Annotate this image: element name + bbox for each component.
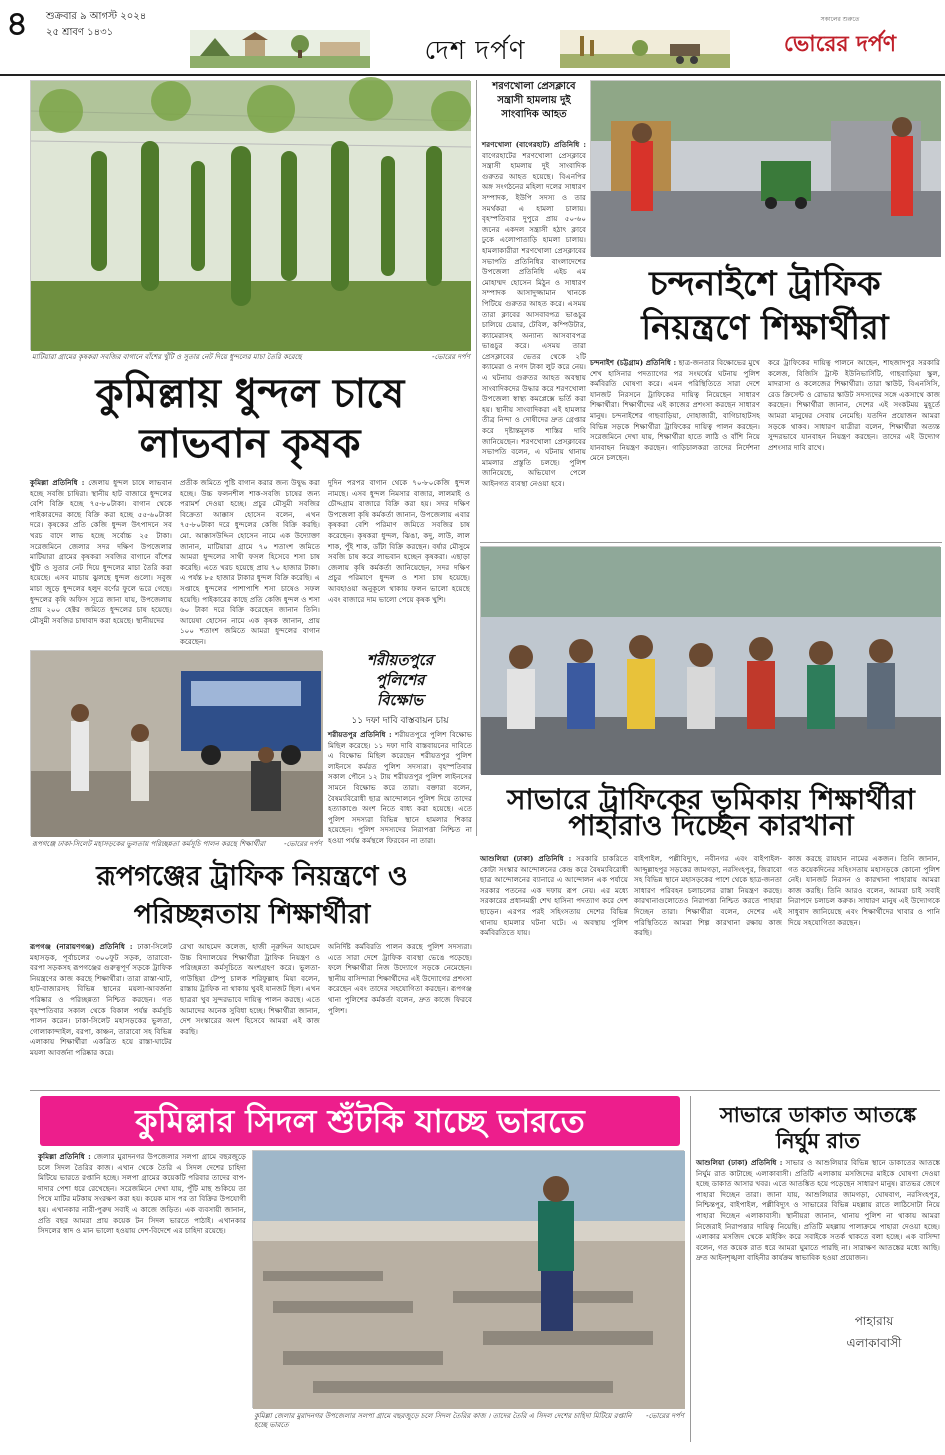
shariatpur-headline-line2: পুলিশের bbox=[375, 671, 425, 689]
rupganj-col1 bbox=[30, 942, 172, 1082]
page-number: ৪ bbox=[6, 4, 29, 44]
chandanaish-photo bbox=[590, 80, 940, 256]
dhundol-photo-credit: -ভোরের দর্পণ bbox=[432, 353, 470, 361]
shidol-dateline: কুমিল্লা প্রতিনিধি : bbox=[38, 1152, 91, 1161]
shidol-photo-credit: -ভোরের দর্পণ bbox=[646, 1412, 684, 1420]
dhundol-col1-text: জেলায় ধুন্দল চাষে লাভবান হচ্ছে সবজি চাষিরা। স্থানীয় হাট বাজারে ধুন্দলের বেশি বিক্রি হচ্ছে ৭৫-৮০টাকা। বাগান থেকে পাইকারদের কাছে বিক্রি করা হচ্ছে ৫৫-৬০টাকা দরে। কৃষকের প্রতি কেজি ধুন্দল উৎপাদনে সব খরচ বাদে লাভ হচ্ছে সর্বোচ্চ ২৫ টাকা। সরেজমিনে জেলার সদর দক্ষিণ উপজেলার মাটিয়ারা গ্রামের কৃষকরা সবজির বাগানে বাঁশের খুঁটি ও সুতার নেট দিয়ে ধুন্দলের মাচা তৈরি করা হয়েছে। এসব মাচায় ঝুলছে ধুন্দল গুলো। সবুজ মাচা জুড়ে ধুন্দলের হলুদ বর্ণের ফুলে ভরে গেছে। ধুন্দলের কৃষি অফিস সূত্রে জানা যায়, উপজেলায় প্রায় ২০০ হেক্টর জমিতে ধুন্দলের চাষ হয়েছে। মৌসুমী সবজির চাষাবাদ করা হয়েছে। স্থানীয়দের bbox=[30, 478, 172, 625]
rupganj-headline-line2: পরিচ্ছন্নতায় শিক্ষার্থীরা bbox=[133, 899, 371, 930]
column-rule bbox=[476, 80, 477, 836]
shariatpur-body-text: শরীয়তপুরে পুলিশ বিক্ষোভ মিছিল করেছে। ১১ দফা দাবি বাস্তবায়নের দাবিতে এ বিক্ষোভ মিছিল করেছেন শরীয়তপুর পুলিশ লাইনসে কর্মরত পুলিশ সদস্যরা। বৃহস্পতিবার সকাল পৌনে ১২ টায় শরীয়তপুর পুলিশ লাইনসের সামনে বিক্ষোভ করে তারা। বক্তারা বলেন, বৈষম্যবিরোধী ছাত্র আন্দোলনে পুলিশ দিয়ে তাদের হত্যাকাণ্ডে অংশ নিতে বাধ্য করা হয়েছে। এতে পুলিশ সদস্যরা বিভিন্ন স্থানে হামলার শিকার হয়েছেন। পুলিশ সদস্যদের নিরাপত্তা নিশ্চিত না হওয়া পর্যন্ত কর্মস্থলে ফিরবেন না তারা। bbox=[328, 730, 473, 845]
shoronkhola-headline: শরণখোলা প্রেসক্লাবে সন্ত্রাসী হামলায় দুই সাংবাদিক আহত bbox=[492, 81, 576, 120]
dhundol-dateline: কুমিল্লা প্রতিনিধি : bbox=[30, 478, 85, 487]
lower-section-rule bbox=[30, 1090, 940, 1091]
savar-dakat-pull-line1: পাহারায় bbox=[854, 1314, 894, 1328]
rupganj-dateline: রূপগঞ্জ (নারায়ণগঞ্জ) প্রতিনিধি : bbox=[30, 942, 133, 951]
shidol-body-text: জেলার মুরাদনগর উপজেলার সলপা গ্রামে বছরজুড়ে চলে সিদল তৈরির কাজ। এখান থেকে তৈরি এ সিদল দেশের চাহিদা মিটিয়ে ভারতে রপ্তানি হচ্ছে। সলপা গ্রামের কয়েকটি পরিবার তাদের বাপ-দাদার পেশা ধরে রেখেছেন। সরেজমিনে দেখা যায়, পুঁটি মাছ শুকিয়ে তা পিষে মাটির মটকায় সংরক্ষণ করা হয়। কয়েক মাস পর তা বিক্রির উপযোগী হয়। এখানকার নারী-পুরুষ সবাই এ কাজে জড়িত। এক ব্যবসায়ী জানান, প্রতি বছর আমরা প্রায় কয়েক টন সিদল ভারতে পাঠাই। এখানকার সিদলের স্বাদ ও মান ভালো হওয়ায় দেশ-বিদেশে এর চাহিদা রয়েছে। bbox=[38, 1152, 246, 1236]
savar-traffic-col2: বাইপাইল, পল্লীবিদ্যুৎ, নবীনগর এবং বাইপাইল-আব্দুল্লাহপুর সড়কের জামগড়া, নরসিংহপুর, জিরাবো সহ বিভিন্ন স্থানে মহাসড়কের পাশে থেকে ছাত্র-জনতা সাধারণ পরিবহন চলাচলের রাস্তা নিয়ন্ত্রণ করছে। কারখানাগুলোতেও নিরাপত্তা নিশ্চিত করতে পাহারা দিচ্ছেন তারা। শিক্ষার্থীরা বলেন, দেশের এই পরিস্থিতিতে আমরা শিল্প কারখানা রক্ষায় কাজ করছি। bbox=[634, 854, 782, 938]
shariatpur-dateline: শরীয়তপুর প্রতিনিধি : bbox=[328, 730, 392, 739]
shariatpur-headline-line1: শরীয়তপুরে bbox=[367, 651, 433, 669]
savar-dakat-pull-line2: এলাকাবাসী bbox=[846, 1336, 902, 1350]
savar-dakat-body-text: সাভার ও আশুলিয়ার বিভিন্ন স্থানে ডাকাতের আতঙ্কে নির্ঘুম রাত কাটাচ্ছে এলাকাবাসী। প্রতিটি এলাকায় মসজিদের মাইকে ঘোষণা দেওয়া হচ্ছে ডাকাত আসার খবর। এতে আতঙ্কিত হয়ে পড়েছেন সাধারণ মানুষ। রাতভর জেগে পাহারা দিচ্ছেন তারা। জানা যায়, আশুলিয়ার জামগড়া, ঘোষবাগ, নরসিংহপুর, নিশ্চিন্তপুর, বাইপাইল, পল্লীবিদ্যুৎ ও সাভারের বিভিন্ন মহল্লায় রাতে লাঠিসোটা নিয়ে পাহারা দিচ্ছেন এলাকাবাসী। স্থানীয়রা জানান, থানায় পুলিশ না থাকায় আমরা নিজেরাই নিরাপত্তার দায়িত্ব নিয়েছি। প্রতিটি মহল্লায় পালাক্রমে পাহারা দেওয়া হচ্ছে। এলাকার মসজিদ থেকে মাইকিং করে সবাইকে সতর্ক থাকতে বলা হচ্ছে। এক বাসিন্দা বলেন, গত কয়েক রাত ধরে আমরা ঘুমাতে পারছি না। সারাক্ষণ আতঙ্কের মধ্যে আছি। দ্রুত আইনশৃঙ্খলা বাহিনীর কার্যক্রম স্বাভাবিক হওয়া প্রয়োজন। bbox=[696, 1158, 940, 1263]
chandanaish-col1 bbox=[590, 358, 760, 538]
savar-traffic-headline-line2: পাহারাও দিচ্ছেন কারখানা bbox=[568, 809, 854, 842]
savar-traffic-col1 bbox=[480, 854, 628, 1090]
savar-traffic-col1-text: সরকারি চাকরিতে কোটা সংস্কার আন্দোলনের কেন্দ্র করে বৈষম্যবিরোধী ছাত্র আন্দোলনের ব্যানারে এ আন্দোলন এক পর্যায়ে সরকার পতনের এক দফায় রূপ নেয়। এর মধ্যে সরকারের প্রধানমন্ত্রী শেখ হাসিনা পদত্যাগ করে দেশ ছাড়েন। এরপর পরই সহিংসতায় দেশের বিভিন্ন থানায় হামলার ঘটনা ঘটে। এ অবস্থায় পুলিশ কর্মবিরতিতে যায়। bbox=[480, 854, 628, 938]
shariatpur-body bbox=[328, 730, 473, 845]
shidol-headline: কুমিল্লার সিদল শুঁটকি যাচ্ছে ভারতে bbox=[135, 1102, 585, 1140]
shidol-banner bbox=[40, 1096, 680, 1146]
masthead bbox=[0, 0, 945, 76]
masthead-image-strip-left bbox=[190, 30, 370, 68]
rupganj-photo-credit: -ভোরের দর্পণ bbox=[284, 840, 322, 848]
masthead-image-strip-right bbox=[560, 30, 730, 68]
chandanaish-col1-text: ছাত্র-জনতার বিক্ষোভের মুখে শেখ হাসিনার পদত্যাগের পর সংঘর্ষের ঘটনায় পুলিশ কর্মবিরতি ঘোষণা করে। এমন পরিস্থিতিতে সারা দেশে যানজট নিরসনে ট্রাফিকের দায়িত্ব নিয়েছেন সাধারণ শিক্ষার্থীরা। শিক্ষার্থীদের এই কাজের প্রশংসা করছেন সাধারণ মানুষ। চন্দনাইশের গাছবাড়িয়া, দোহাজারী, বাগিচাহাটসহ বিভিন্ন সড়কে শিক্ষার্থীরা ট্রাফিকের দায়িত্ব পালন করছেন। সরেজমিনে দেখা যায়, শিক্ষার্থীরা হাতে লাঠি ও বাঁশি নিয়ে যানবাহন নিয়ন্ত্রণ করছেন। গাড়িচালকরা তাদের নির্দেশনা মেনে চলছেন। bbox=[590, 358, 760, 463]
logo: ভোরের দর্পণ bbox=[783, 32, 897, 57]
rupganj-col2: রেখা আহমেদ কলেজ, হাজী নূরুদ্দিন আহমেদ উচ্চ বিদ্যালয়ের শিক্ষার্থীরা ট্রাফিক নিয়ন্ত্রণ ও পরিচ্ছন্নতা কর্মসূচিতে অংশগ্রহণ করে। ভুলতা-গাউছিয়া টেম্পু চালক শরিফুল্লাহ মিয়া বলেন, রাস্তায় ট্রাফিক না থাকায় খুবই যানজট ছিল। এখন ছাত্ররা খুব সুন্দরভাবে দায়িত্ব পালন করছে। এতে আমাদের অনেক সুবিধা হচ্ছে। শিক্ষার্থীরা জানান, দেশ সংস্কারের অংশ হিসেবে আমরা এই কাজ করছি। bbox=[180, 942, 320, 1036]
dhundol-col1 bbox=[30, 478, 172, 644]
chandanaish-dateline: চন্দনাইশ (চট্টগ্রাম) প্রতিনিধি : bbox=[590, 358, 677, 367]
chandanaish-headline-line2: নিয়ন্ত্রণে শিক্ষার্থীরা bbox=[641, 308, 889, 348]
dhundol-photo bbox=[30, 80, 470, 350]
savar-dakat-headline-line1: সাভারে ডাকাত আতঙ্কে bbox=[719, 1103, 917, 1127]
savar-traffic-col3: কাজ করছে রায়হান নামের একজন। তিনি জানান, গত কয়েকদিনের সহিংসতায় মহাসড়কে কোনো পুলিশ নেই। যানজট নিরসন ও কারখানা পাহারায় আমরা কাজ করছি। তিনি আরও বলেন, আমরা চাই সবাই নিরাপদে চলাচল করুক। সাধারণ মানুষ এই উদ্যোগকে সাধুবাদ জানিয়েছে এবং শিক্ষার্থীদের খাবার ও পানি দিয়ে সহযোগিতা করছেন। bbox=[788, 854, 940, 927]
dhundol-col3: দুদিন পরপর বাগান থেকে ৭০-৮০কেজি ধুন্দল নামছে। এসব ধুন্দল নিমসার বাজার, লালমাই ও চৌদ্দগ্রাম বাজারে বিক্রি করা হয়। সদর দক্ষিণ উপজেলা কৃষি কর্মকর্তা জানান, উপজেলায় এবার কৃষকরা বেশি পরিমাণ জমিতে সবজির চাষ করেছেন। কৃষকরা ধুন্দল, ঝিঙা, কদু, লাউ, লাল শাক, পুঁই শাক, ডাঁটা বিক্রি করছেন। বর্ষার মৌসুমে সবজি চাষ করে লাভবান হচ্ছেন কৃষকরা। এছাড়া জেলায় কৃষি কর্মকর্তা জানিয়েছেন, সদর দক্ষিণ প্রচুর পরিমাণে ধুন্দল ও শসা চাষ হয়েছে। আবহাওয়া অনুকূলে থাকায় ফলন ভালো হয়েছে এবং বাজারে দাম ভালো পেয়ে কৃষক খুশি। bbox=[328, 478, 470, 604]
shariatpur-headline-line3: বিক্ষোভ bbox=[376, 691, 424, 709]
shariatpur-subhead: ১১ দফা দাবি বাস্তবায়ন চায় bbox=[351, 716, 449, 726]
shoronkhola-dateline: শরণখোলা (বাগেরহাট) প্রতিনিধি : bbox=[482, 140, 586, 149]
dhundol-headline-line1: কুমিল্লায় ধুন্দল চাষে bbox=[95, 371, 405, 417]
chandanaish-headline-line1: চন্দনাইশে ট্রাফিক bbox=[649, 264, 881, 304]
savar-dakat-pull-quote bbox=[810, 1310, 938, 1358]
rupganj-photo-caption: রূপগঞ্জে ঢাকা-সিলেট মহাসড়কের ভুলতায় পরিচ্ছন্নতা কর্মসূচি পালন করছে শিক্ষার্থীরা bbox=[32, 840, 266, 848]
date-line-2: ২৫ শ্রাবণ ১৪৩১ bbox=[46, 27, 114, 38]
rupganj-headline-line1: রূপগঞ্জের ট্রাফিক নিয়ন্ত্রণে ও bbox=[96, 861, 408, 892]
savar-dakat-body-top bbox=[696, 1158, 940, 1398]
dhundol-headline-line2: লাভবান কৃষক bbox=[139, 421, 361, 467]
lower-column-rule bbox=[690, 1096, 691, 1442]
section-title: দেশ দর্পণ bbox=[424, 36, 526, 66]
rupganj-col1-text: ঢাকা-সিলেট মহাসড়ক, পূর্বাচলের ৩০০ফুট সড়ক, তারাবো-বরপা সড়কসহ রূপগঞ্জের গুরুত্বপূর্ণ সড়কে ট্রাফিক নিয়ন্ত্রণের কাজ করছে শিক্ষার্থীরা। তারা রাস্তা-ঘাট, হাট-বাজারসহ বিভিন্ন স্থানের ময়লা-আবর্জনা পরিষ্কার ও পরিচ্ছন্নতা নিশ্চিত করছেন। গত বৃহস্পতিবার সকাল থেকে বিকাল পর্যন্ত কর্মসূচি পালন করেন। ঢাকা-সিলেট মহাসড়কের ভুলতা, গোলাকান্দাইল, বরপা, কাঞ্চন, তারাবো সহ বিভিন্ন এলাকায় শিক্ষার্থীরা একত্রিত হয়ে রাস্তা-ঘাটের ময়লা আবর্জনা পরিষ্কার করে। bbox=[30, 942, 172, 1057]
savar-dakat-headline-line2: নির্ঘুম রাত bbox=[776, 1129, 860, 1153]
rupganj-photo bbox=[30, 650, 322, 836]
savar-traffic-dateline: আশুলিয়া (ঢাকা) প্রতিনিধি : bbox=[480, 854, 572, 863]
savar-crowd-photo bbox=[480, 546, 940, 774]
savar-dakat-dateline: আশুলিয়া (ঢাকা) প্রতিনিধি : bbox=[696, 1158, 783, 1167]
savar-traffic-headline-line1: সাভারে ট্রাফিকের ভূমিকায় শিক্ষার্থীরা bbox=[507, 783, 915, 816]
section-rule bbox=[480, 542, 942, 543]
dhundol-col2: প্রতীক জমিতে পুষ্টি বাগান করার জন্য উদ্বুদ্ধ করা হচ্ছে। উচ্চ ফলনশীল শাক-সবজি চাষের জন্য পরামর্শ দেওয়া হচ্ছে। প্রচুর মৌসুমী সবজির বিক্রেতা আক্কাস হোসেন বলেন, এখন ৭৫-৮০টাকা দরে ধুন্দলের কেজি বিক্রি করছি। মো. আক্কাসউদ্দিন হোসেন নামে এক উদ্যোক্তা জানান, মাটিয়ারা গ্রামে ৭০ শতাংশ জমিতে আমরা ধুন্দলের সাথী ফসল হিসেবে শসা চাষ করেছি। এতে খরচ হয়েছে প্রায় ৭০ হাজার টাকা। এ পর্যন্ত ৮৫ হাজার টাকার ধুন্দল বিক্রি করেছি। এ সপ্তাহে ধুন্দলের পাশাপাশি শসা চাষেও সফল হয়েছি। পাইকারের কাছে প্রতি কেজি ধুন্দল ও শসা ৬০ টাকা দরে বিক্রি করেছেন জানান তিনি। আয়েষা হোসেন নামে এক কৃষক জানান, প্রায় ১০০ শতাংশ জমিতে আমরা ধুন্দলের বাগান করেছেন। bbox=[180, 478, 320, 646]
masthead-rule bbox=[0, 74, 945, 76]
rupganj-col3: অনির্দিষ্ট কর্মবিরতি পালন করছে পুলিশ সদস্যরা। এতে সারা দেশে ট্রাফিক ব্যবস্থা ভেঙে পড়েছে। ফলে শিক্ষার্থীরা নিজ উদ্যোগে সড়কে নেমেছেন। স্থানীয় বাসিন্দারা শিক্ষার্থীদের এই উদ্যোগের প্রশংসা করেছেন এবং তাদের সহযোগিতা করছেন। রূপগঞ্জ থানা পুলিশের কর্মকর্তা বলেন, দ্রুত কাজে ফিরবে পুলিশ। bbox=[328, 942, 472, 1015]
shoronkhola-body-text: বাগেরহাটের শরণখোলা প্রেসক্লাবে সন্ত্রাসী হামলায় দুই সাংবাদিক গুরুতর আহত হয়েছে। বিএনপির অঙ্গ সংগঠনের মহিলা দলের সাধারণ সম্পাদক, ইউপি সদস্য ও তার সমর্থকরা এ হামলা চালায়। বৃহস্পতিবার দুপুরে প্রায় ৫০-৬০ জনের একদল সন্ত্রাসী হঠাৎ ক্লাবে ঢুকে এলোপাতাড়ি হামলা চালায়। হামলাকারীরা শরণখোলা প্রেসক্লাবের সভাপতি প্রতিনিধির বাংলাদেশের উপজেলা প্রতিনিধি এইচ এম মোহাম্মদ হোসেন মিঠুন ও সাধারণ সম্পাদক আসাদুজ্জামান খানকে পিটিয়ে গুরুতর আহত করে। এসময় তারা ক্লাবের আসবাবপত্র ভাঙচুর চালিয়ে চেয়ার, টেবিল, কম্পিউটার, ক্যামেরাসহ অন্যান্য আসবাবপত্র ভাঙচুর করে। এসময় তারা প্রেসক্লাবের ভেতর থেকে ২টি ক্যামেরা ও নগদ টাকা লুট করে নেয়। এ ঘটনায় গুরুতর আহত অবস্থায় সাংবাদিকদের উদ্ধার করে শরণখোলা উপজেলা স্বাস্থ্য কমপ্লেক্সে ভর্তি করা হয়। স্থানীয় সাংবাদিকরা এই হামলার তীব্র নিন্দা ও দোষীদের দ্রুত গ্রেপ্তার করে দৃষ্টান্তমূলক শাস্তির দাবি জানিয়েছেন। শরণখোলা প্রেসক্লাবের সভাপতি বলেন, এ ঘটনায় থানায় মামলার প্রস্তুতি চলছে। পুলিশ জানিয়েছে, অভিযোগ পেলে আইনগত ব্যবস্থা নেওয়া হবে। bbox=[482, 150, 586, 488]
shoronkhola-body bbox=[482, 140, 586, 538]
logo-small-text: সকালের শুরুতে bbox=[820, 16, 860, 23]
shidol-body bbox=[38, 1152, 246, 1438]
shidol-photo-caption: কুমিল্লা জেলার মুরাদনগর উপজেলার সলপা গ্রামে বছরজুড়ে চলে সিদল তৈরির কাজ । তাদের তৈরি এ সিদল দেশের চাহিদা মিটিয়ে রপ্তানি হচ্ছে ভারতে bbox=[254, 1412, 632, 1429]
dhundol-photo-caption: মাটিয়ারা গ্রামের কৃষকরা সবজির বাগানে বাঁশের খুঁটি ও সুতার নেট দিয়ে ধুন্দলের মাচা তৈরি করেছে bbox=[32, 353, 302, 361]
shidol-photo bbox=[252, 1150, 684, 1408]
date-line-1: শুক্রবার ৯ আগস্ট ২০২৪ bbox=[46, 11, 147, 22]
chandanaish-col2: করে ট্রাফিকের দায়িত্ব পালনে আছেন, শাহজাদপুর সরকারি কলেজ, বিজিসি ট্রাস্ট ইউনিভার্সিটি, গাছবাড়িয়া স্কুল, মাদরাসা ও কলেজের শিক্ষার্থীরা। তারা স্কাউট, বিএনসিসি, রেড ক্রিসেন্ট ও রোভার স্কাউট সদস্যদের সঙ্গে একসাথে কাজ করছেন। শিক্ষার্থীরা জানান, দেশের এই সংকটময় মুহূর্তে আমরা মানুষের সেবায় নেমেছি। যতদিন প্রয়োজন আমরা সড়কে থাকব। সাধারণ যাত্রীরা বলেন, শিক্ষার্থীরা অত্যন্ত সুন্দরভাবে যানবাহন নিয়ন্ত্রণ করছেন। তাদের এই উদ্যোগ প্রশংসার দাবি রাখে। bbox=[768, 358, 940, 452]
